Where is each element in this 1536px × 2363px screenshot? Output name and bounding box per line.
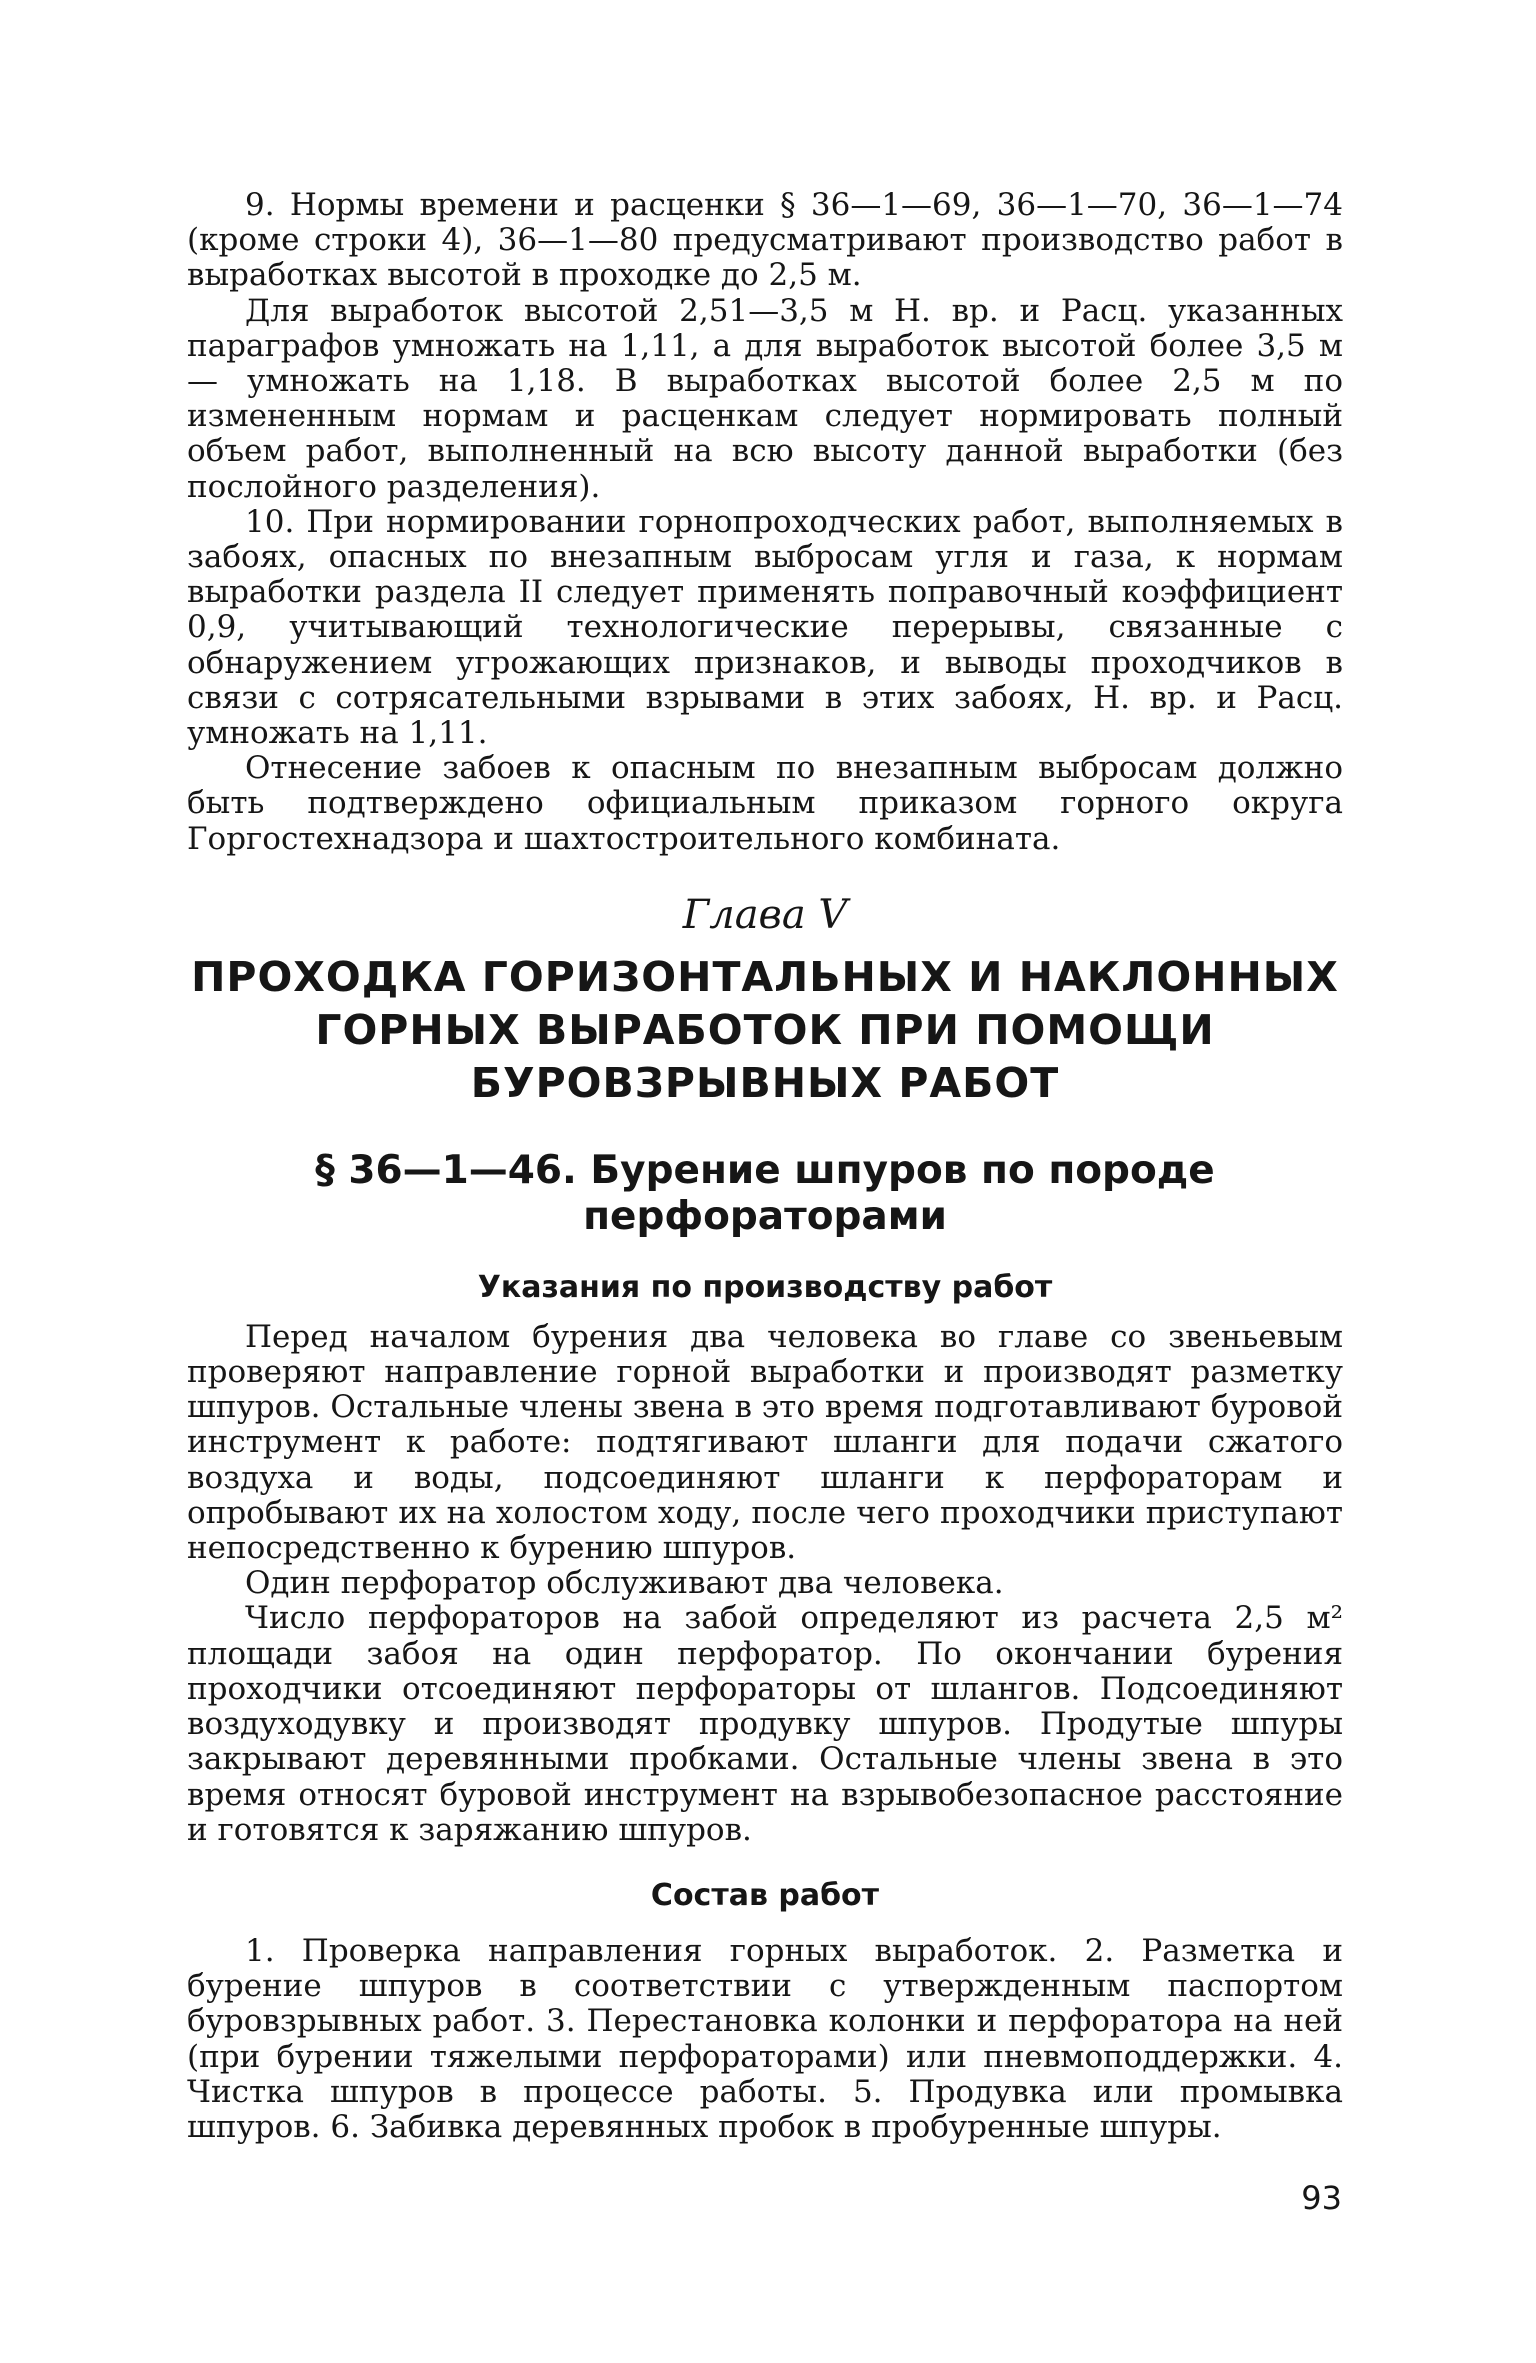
page-number: 93 — [1301, 2179, 1342, 2217]
paragraph-10: 10. При нормировании горнопроходческих работ, выполняемых в забоях, опасных по внезапным выбросам угля и газа, к нормам выработки раздела II следует применять поправочный коэффициент 0,9, учитывающий технологические перерывы, связанные с обнаружением угрожающих признаков, и выводы проходчиков в связи с сотрясательными взрывами в этих забоях, Н. вр. и Расц. умножать на 1,11. — [187, 503, 1343, 752]
chapter-label: Глава V — [682, 891, 848, 938]
paragraph-dangerous-faces: Отнесение забоев к опасным по внезапным выбросам должно быть подтверждено официальным приказом горного округа Горгостехнадзора и шахтостроительного комбината. — [187, 750, 1343, 857]
chapter-title: ПРОХОДКА ГОРИЗОНТАЛЬНЫХ И НАКЛОННЫХ ГОРНЫХ ВЫРАБОТОК ПРИ ПОМОЩИ БУРОВЗРЫВНЫХ РАБОТ — [191, 952, 1339, 1107]
paragraph-9: 9. Нормы времени и расценки § 36—1—69, 36—1—70, 36—1—74 (кроме строки 4), 36—1—80 предусматривают производство работ в выработках высотой в проходке до 2,5 м. — [187, 187, 1343, 294]
composition-heading: Состав работ — [650, 1877, 880, 1913]
instructions-paragraph-3: Число перфораторов на забой определяют из расчета 2,5 м² площади забоя на один перфоратор. По окончании бурения проходчики отсоединяют перфораторы от шлангов. Подсоединяют воздуходувку и производят продувку шпуров. Продутые шпуры закрывают деревянными пробками. Остальные члены звена в это время относят буровой инструмент на взрывобезопасное расстояние и готовятся к заряжанию шпуров. — [187, 1600, 1343, 1848]
composition-paragraph: 1. Проверка направления горных выработок. 2. Разметка и бурение шпуров в соответствии с утвержденным паспортом буровзрывных работ. 3. Перестановка колонки и перфоратора на ней (при бурении тяжелыми перфораторами) или пневмоподдержки. 4. Чистка шпуров в процессе работы. 5. Продувка или промывка шпуров. 6. Забивка деревянных пробок в пробуренные шпуры. — [187, 1932, 1343, 2145]
document-page — [187, 188, 1343, 2145]
section-heading: § 36—1—46. Бурение шпуров по породе перфораторами — [315, 1147, 1215, 1239]
paragraph-height-adjustment: Для выработок высотой 2,51—3,5 м Н. вр. и Расц. указанных параграфов умножать на 1,11, а для выработок высотой более 3,5 м — умножать на 1,18. В выработках высотой более 2,5 м по измененным нормам и расценкам следует нормировать полный объем работ, выполненный на всю высоту данной выработки (без послойного разделения). — [187, 292, 1343, 505]
instructions-heading: Указания по производству работ — [477, 1269, 1053, 1305]
instructions-paragraph-2: Один перфоратор обслуживают два человека. — [245, 1565, 1004, 1602]
instructions-paragraph-1: Перед началом бурения два человека во главе со звеньевым проверяют направление горной выработки и производят разметку шпуров. Остальные члены звена в это время подготавливают буровой инструмент к работе: подтягивают шланги для подачи сжатого воздуха и воды, подсоединяют шланги к перфораторам и опробывают их на холостом ходу, после чего проходчики приступают непосредственно к бурению шпуров. — [187, 1318, 1343, 1567]
